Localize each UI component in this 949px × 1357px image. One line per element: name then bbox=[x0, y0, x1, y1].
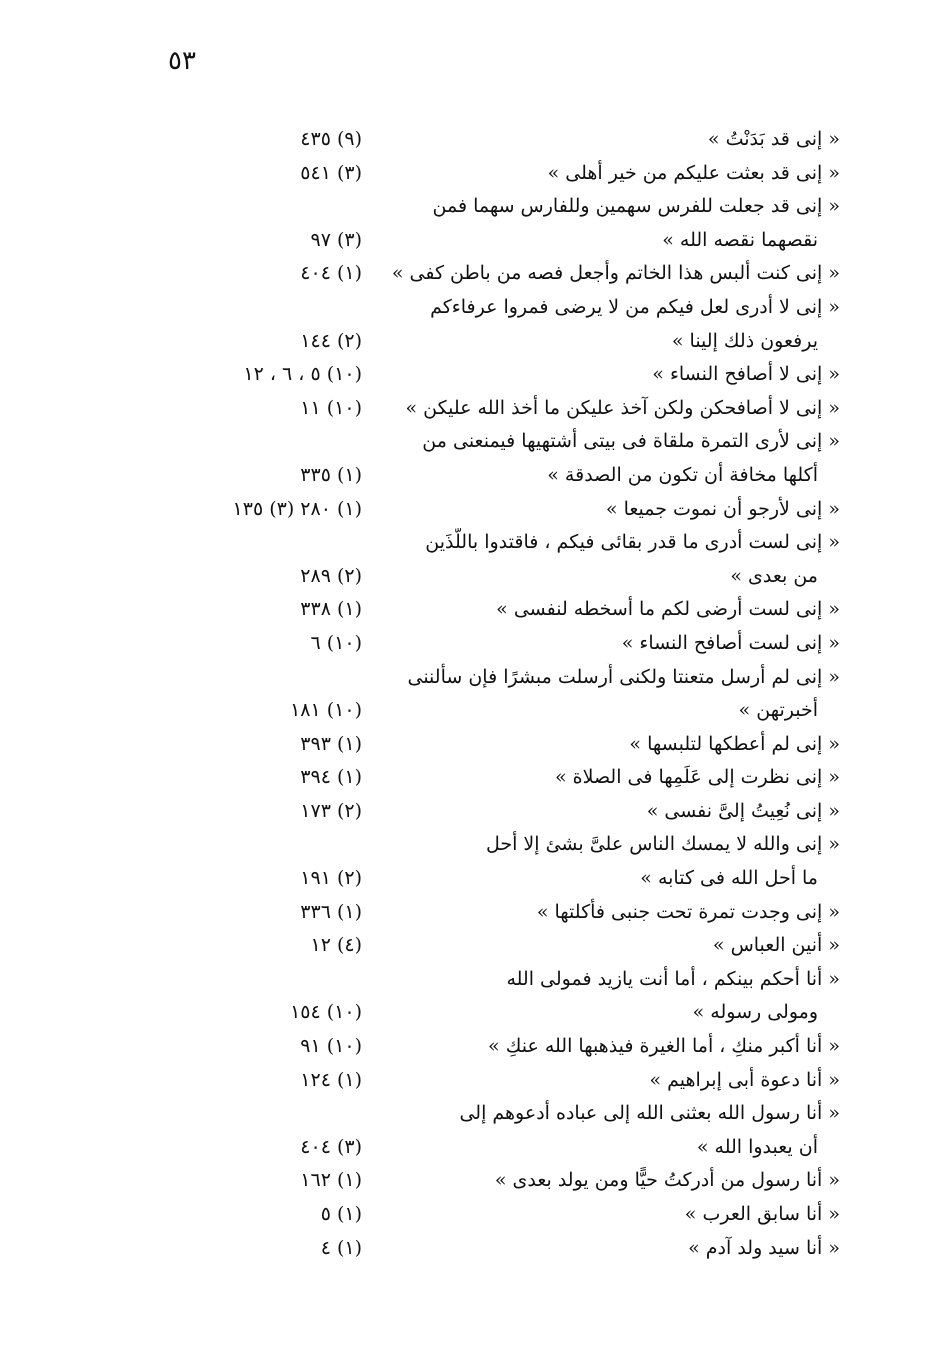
index-entry-line bbox=[180, 1198, 840, 1232]
hadith-text: « إنى كنت ألبس هذا الخاتم وأجعل فصه من باطن كفى » bbox=[391, 262, 840, 285]
hadith-text: « إنى والله لا يمسك الناس علىَّ بشئ إلا أحل bbox=[485, 833, 840, 856]
volume-page-reference: (١٠) ٩١ bbox=[300, 1035, 362, 1058]
hadith-text: « إنى لأرى التمرة ملقاة فى بيتى أشتهيها فيمنعنى من bbox=[422, 430, 840, 453]
index-entry-line bbox=[180, 896, 840, 930]
volume-page-reference: (١) ٣٣٨ bbox=[300, 598, 362, 621]
volume-page-reference: (٢) ٢٨٩ bbox=[300, 564, 362, 587]
index-entry-line bbox=[180, 392, 840, 426]
index-entry-line bbox=[180, 257, 840, 291]
volume-page-reference: (٢) ١٧٣ bbox=[300, 799, 362, 822]
hadith-text: « أنا رسول من أدركتُ حيًّا ومن يولد بعدى » bbox=[494, 1169, 840, 1192]
volume-page-reference: (٣) ٩٧ bbox=[310, 228, 362, 251]
volume-page-reference: (١٠) ٥ ، ٦ ، ١٢ bbox=[243, 363, 362, 386]
hadith-text: « أنا سيد ولد آدم » bbox=[688, 1236, 840, 1259]
volume-page-reference: (٣) ٥٤١ bbox=[300, 161, 362, 184]
hadith-text: يرفعون ذلك إلينا » bbox=[671, 329, 818, 352]
volume-page-reference: (١٠) ١١ bbox=[300, 396, 362, 419]
index-entry-line bbox=[180, 157, 840, 191]
index-entry-line bbox=[180, 728, 840, 762]
volume-page-reference: (١) ٢٨٠ (٣) ١٣٥ bbox=[232, 497, 362, 520]
hadith-text: « إنى لم أرسل متعنتا ولكنى أُرسلت مبشرًا فإن سألننى bbox=[407, 665, 840, 688]
volume-page-reference: (٤) ١٢ bbox=[310, 934, 362, 957]
index-entry-line bbox=[180, 694, 840, 728]
volume-page-reference: (١٠) ٦ bbox=[310, 631, 362, 654]
volume-page-reference: (١٠) ١٨١ bbox=[290, 699, 362, 722]
volume-page-reference: (١٠) ١٥٤ bbox=[290, 1001, 362, 1024]
index-entry-line bbox=[180, 593, 840, 627]
index-entry-line bbox=[180, 325, 840, 359]
volume-page-reference: (١) ٣٩٤ bbox=[300, 766, 362, 789]
index-entry-line bbox=[180, 996, 840, 1030]
index-entry-line bbox=[180, 291, 840, 325]
volume-page-reference: (١) ١٦٢ bbox=[300, 1169, 362, 1192]
index-entry-line bbox=[180, 828, 840, 862]
volume-page-reference: (٢) ١٤٤ bbox=[300, 329, 362, 352]
index-entry-line bbox=[180, 1030, 840, 1064]
index-entry-line bbox=[180, 493, 840, 527]
index-entry-line bbox=[180, 459, 840, 493]
volume-page-reference: (١) ٣٣٥ bbox=[300, 463, 362, 486]
hadith-text: « أنا رسول الله بعثنى الله إلى عباده أدعوهم إلى bbox=[459, 1102, 840, 1125]
index-entry-line bbox=[180, 963, 840, 997]
index-entry-line bbox=[180, 661, 840, 695]
hadith-text: « إنى نظرت إلى عَلَمِها فى الصلاة » bbox=[555, 766, 840, 789]
index-entry-line bbox=[180, 123, 840, 157]
hadith-text: « إنى لا أدرى لعل فيكم من لا يرضى فمروا عرفاءكم bbox=[430, 295, 840, 318]
index-entry-line bbox=[180, 1164, 840, 1198]
hadith-text: « إنى قد بَدَنْتُ » bbox=[707, 128, 840, 150]
index-entry-line bbox=[180, 627, 840, 661]
index-entry-line bbox=[180, 560, 840, 594]
index-entry-line bbox=[180, 862, 840, 896]
hadith-text: « أنا دعوة أبى إبراهيم » bbox=[649, 1068, 840, 1091]
hadith-text: أن يعبدوا الله » bbox=[696, 1135, 818, 1158]
hadith-text: « أنا أكبر منكِ ، أما الغيرة فيذهبها الله عنكِ » bbox=[488, 1035, 840, 1058]
hadith-text: « إنى لا أصافحكن ولكن آخذ عليكن ما أخذ الله عليكن » bbox=[405, 396, 840, 419]
hadith-text: أخبرتهن » bbox=[738, 699, 818, 722]
hadith-text: « إنى قد بعثت عليكم من خير أهلى » bbox=[547, 161, 840, 184]
hadith-text: « إنى قد جعلت للفرس سهمين وللفارس سهما فمن bbox=[432, 195, 840, 218]
index-entry-line bbox=[180, 358, 840, 392]
volume-page-reference: (١) ٣٩٣ bbox=[300, 732, 362, 755]
hadith-text: من بعدى » bbox=[730, 564, 818, 587]
hadith-text: « إنى لست أدرى ما قدر بقائى فيكم ، فاقتدوا باللَّذَين bbox=[425, 531, 840, 554]
hadith-text: « إنى لست أرضى لكم ما أسخطه لنفسى » bbox=[496, 598, 840, 621]
hadith-index-list bbox=[180, 123, 840, 1265]
hadith-text: « إنى وجدت تمرة تحت جنبى فأكلتها » bbox=[536, 900, 840, 923]
index-entry-line bbox=[180, 526, 840, 560]
index-entry-line bbox=[180, 761, 840, 795]
hadith-text: « أنا سابق العرب » bbox=[684, 1203, 840, 1225]
index-entry-line bbox=[180, 1097, 840, 1131]
hadith-text: « إنى لم أعطكها لتلبسها » bbox=[629, 732, 840, 755]
hadith-text: ما أحل الله فى كتابه » bbox=[640, 867, 818, 890]
index-entry-line bbox=[180, 224, 840, 258]
hadith-text: « أنا أحكم بينكم ، أما أنت يازيد فمولى الله bbox=[506, 967, 840, 990]
index-entry-line bbox=[180, 425, 840, 459]
index-entry-line bbox=[180, 795, 840, 829]
volume-page-reference: (١) ٤ bbox=[320, 1236, 362, 1259]
hadith-text: نقصهما نقصه الله » bbox=[662, 228, 818, 251]
volume-page-reference: (٢) ١٩١ bbox=[300, 867, 362, 890]
hadith-text: « إنى لا أصافح النساء » bbox=[652, 363, 840, 386]
hadith-text: « إنى نُعِيتُ إلىَّ نفسى » bbox=[646, 799, 840, 822]
volume-page-reference: (١) ٥ bbox=[320, 1203, 362, 1225]
index-entry-line bbox=[180, 1064, 840, 1098]
hadith-text: ومولى رسوله » bbox=[692, 1001, 818, 1024]
volume-page-reference: (١) ١٢٤ bbox=[300, 1068, 362, 1091]
volume-page-reference: (١) ٤٠٤ bbox=[300, 262, 362, 285]
hadith-text: أكلها مخافة أن تكون من الصدقة » bbox=[547, 463, 818, 486]
index-entry-line bbox=[180, 190, 840, 224]
page-number: ٥٣ bbox=[168, 46, 196, 76]
volume-page-reference: (١) ٣٣٦ bbox=[300, 900, 362, 923]
hadith-text: « إنى لست أصافح النساء » bbox=[621, 631, 840, 654]
index-entry-line bbox=[180, 1131, 840, 1165]
hadith-text: « أنين العباس » bbox=[712, 934, 840, 957]
index-entry-line bbox=[180, 1232, 840, 1266]
index-entry-line bbox=[180, 929, 840, 963]
hadith-text: « إنى لأرجو أن نموت جميعا » bbox=[605, 497, 840, 520]
volume-page-reference: (٩) ٤٣٥ bbox=[300, 128, 362, 150]
volume-page-reference: (٣) ٤٠٤ bbox=[300, 1135, 362, 1158]
